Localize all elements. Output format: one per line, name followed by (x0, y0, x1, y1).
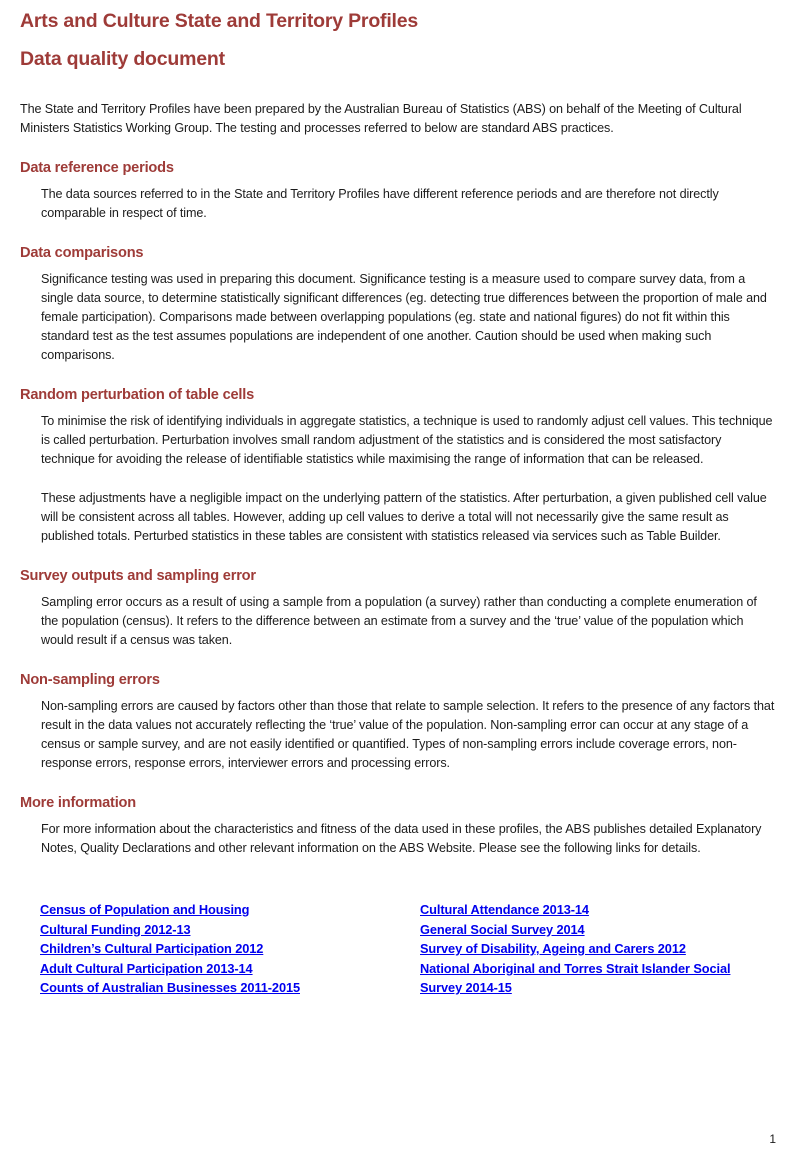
link-row (40, 939, 420, 959)
link-childrens-cultural-participation[interactable]: Children’s Cultural Participation 2012 (40, 941, 264, 957)
link-survey-disability-ageing-carers[interactable]: Survey of Disability, Ageing and Carers 2012 (420, 941, 686, 957)
section-heading: Random perturbation of table cells (20, 387, 255, 403)
link-census-population-housing[interactable]: Census of Population and Housing (40, 902, 250, 917)
intro-paragraph: The State and Territory Profiles have been prepared by the Australian Bureau of Statistics (ABS) on behalf of the Meeting of Cultural Ministers Statistics Working Group. The testing and processes referred to below are standard ABS practices. (20, 102, 742, 135)
section-random-perturbation (20, 386, 775, 546)
document-title-line2: Data quality document (20, 48, 225, 70)
link-row (40, 978, 420, 998)
link-general-social-survey[interactable]: General Social Survey 2014 (420, 921, 585, 937)
links-column-right (420, 900, 760, 998)
link-row (40, 900, 420, 920)
document-title-line1: Arts and Culture State and Territory Profiles (20, 10, 419, 32)
section-data-reference-periods (20, 159, 775, 223)
section-heading: More information (20, 795, 136, 811)
link-natsiss-survey[interactable]: National Aboriginal and Torres Strait Islander Social Survey 2014-15 (420, 960, 731, 996)
section-more-information (20, 794, 775, 858)
section-paragraph: These adjustments have a negligible impact on the underlying pattern of the statistics. After perturbation, a given published cell value will be consistent across all tables. However, adding up cell values to derive a total will not necessarily give the same result as published totals. Perturbed statistics in these tables are consistent with statistics released via services such as Table Builder. (41, 491, 767, 543)
section-non-sampling-errors (20, 671, 775, 773)
section-heading: Data reference periods (20, 160, 174, 176)
section-paragraph: Significance testing was used in preparing this document. Significance testing is a measure used to compare survey data, from a single data source, to determine statistically significant differences (eg. detecting true differences between the proportion of male and female participation). Comparisons made between overlapping populations (eg. state and national figures) do not fit within this standard test as the test assumes populations are independent of one another. Caution should be used when making such comparisons. (41, 272, 767, 362)
link-cultural-attendance[interactable]: Cultural Attendance 2013-14 (420, 902, 589, 917)
section-paragraph: To minimise the risk of identifying individuals in aggregate statistics, a technique is used to randomly adjust cell values. This technique is called perturbation. Perturbation involves small random adjustment of the statistics and is considered the most satisfactory technique for avoiding the release of identifiable statistics while maximising the range of information that can be released. (41, 414, 773, 466)
link-row (420, 959, 760, 998)
link-row (40, 959, 420, 979)
section-survey-outputs-sampling-error (20, 567, 775, 650)
links-column-left (40, 900, 420, 998)
section-paragraph: Sampling error occurs as a result of using a sample from a population (a survey) rather than conducting a complete enumeration of the population (census). It refers to the difference between an estimate from a survey and the ‘true’ value of the population which would result if a census was taken. (41, 595, 757, 647)
link-adult-cultural-participation[interactable]: Adult Cultural Participation 2013-14 (40, 960, 253, 976)
section-data-comparisons (20, 244, 775, 365)
link-counts-australian-businesses[interactable]: Counts of Australian Businesses 2011-2015 (40, 980, 300, 996)
section-heading: Survey outputs and sampling error (20, 568, 256, 584)
section-paragraph: For more information about the characteristics and fitness of the data used in these profiles, the ABS publishes detailed Explanatory Notes, Quality Declarations and other relevant information on the ABS Website. Please see the following links for details. (41, 822, 762, 855)
section-heading: Data comparisons (20, 245, 144, 261)
link-row (420, 920, 760, 940)
link-row (420, 900, 760, 920)
page-number: 1 (769, 1132, 776, 1146)
links-section (40, 900, 775, 998)
section-paragraph: The data sources referred to in the State and Territory Profiles have different reference periods and are therefore not directly comparable in respect of time. (41, 187, 719, 220)
section-heading: Non-sampling errors (20, 672, 160, 688)
link-cultural-funding[interactable]: Cultural Funding 2012-13 (40, 921, 191, 937)
section-paragraph: Non-sampling errors are caused by factors other than those that relate to sample selection. It refers to the presence of any factors that result in the data values not accurately reflecting the ‘true’ value of the population. Non-sampling error can occur at any stage of a census or sample survey, and are not easily identified or quantified. Types of non-sampling errors include coverage errors, non-response errors, response errors, interviewer errors and processing errors. (41, 699, 775, 770)
link-row (40, 920, 420, 940)
link-row (420, 939, 760, 959)
